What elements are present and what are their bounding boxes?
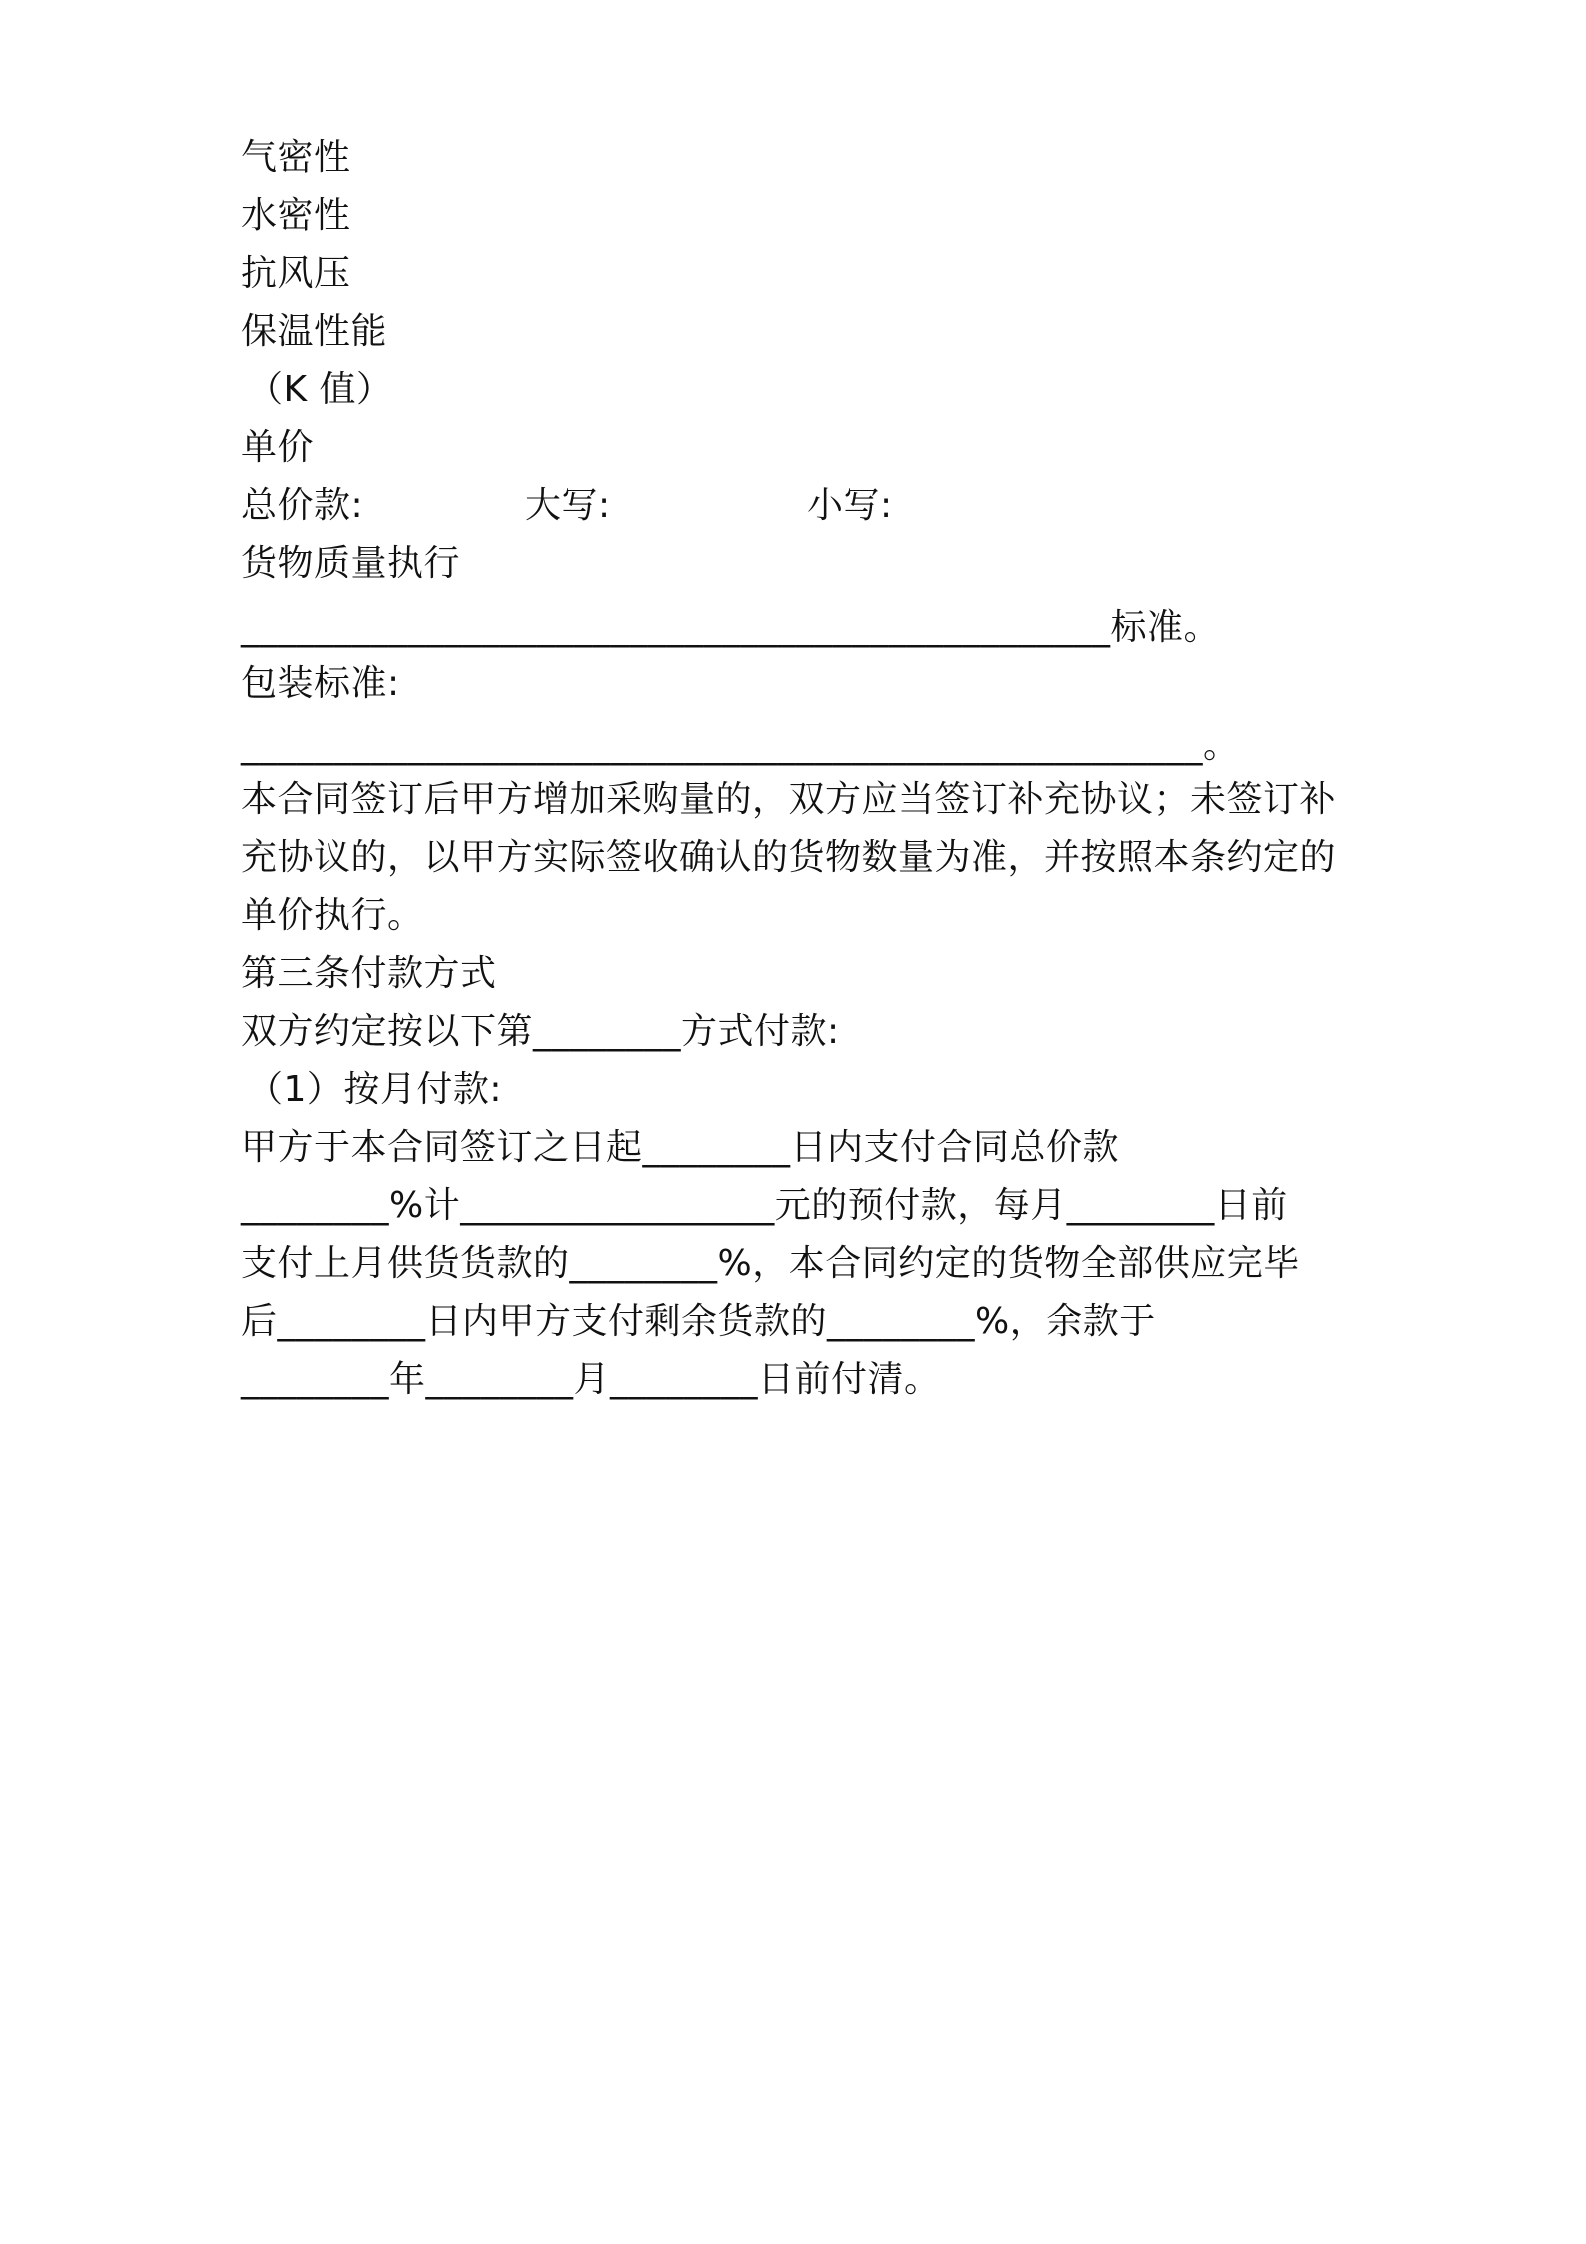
property-thermal-insulation: 保温性能 — [241, 311, 388, 352]
payment-clause-line-5: ________年________月________日前付清。 — [241, 1359, 941, 1400]
uppercase-amount-label: 大写: — [525, 485, 611, 526]
payment-clause-line-3: 支付上月供货货款的________%，本合同约定的货物全部供应完毕 — [241, 1243, 1300, 1284]
quality-heading: 货物质量执行 — [241, 543, 461, 584]
supplement-paragraph-line-2: 充协议的，以甲方实际签收确认的货物数量为准，并按照本条约定的 — [241, 837, 1337, 878]
property-watertightness: 水密性 — [241, 195, 351, 236]
packaging-heading: 包装标准: — [241, 663, 400, 704]
monthly-payment-option: （1）按月付款: — [247, 1069, 503, 1110]
payment-clause-line-2: ________%计_________________元的预付款，每月________日前 — [241, 1185, 1288, 1226]
lowercase-amount-label: 小写: — [807, 485, 893, 526]
payment-clause-line-1: 甲方于本合同签订之日起________日内支付合同总价款 — [241, 1127, 1120, 1168]
supplement-paragraph-line-3: 单价执行。 — [241, 895, 424, 936]
quality-standard-line: _______________________________________________标准。 — [241, 607, 1221, 648]
unit-price-label: 单价 — [241, 427, 315, 468]
total-price-row — [241, 482, 1441, 530]
property-wind-pressure: 抗风压 — [241, 253, 351, 294]
property-airtightness: 气密性 — [241, 137, 351, 178]
payment-clause-line-4: 后________日内甲方支付剩余货款的________%，余款于 — [241, 1301, 1156, 1342]
supplement-paragraph-line-1: 本合同签订后甲方增加采购量的，双方应当签订补充协议；未签订补 — [241, 779, 1337, 820]
total-price-label: 总价款: — [241, 485, 364, 526]
payment-method-choice: 双方约定按以下第________方式付款: — [241, 1011, 840, 1052]
article-3-title: 第三条付款方式 — [241, 953, 497, 994]
packaging-standard-line: ____________________________________________________。 — [241, 725, 1240, 766]
property-k-value: （K 值） — [247, 369, 393, 410]
